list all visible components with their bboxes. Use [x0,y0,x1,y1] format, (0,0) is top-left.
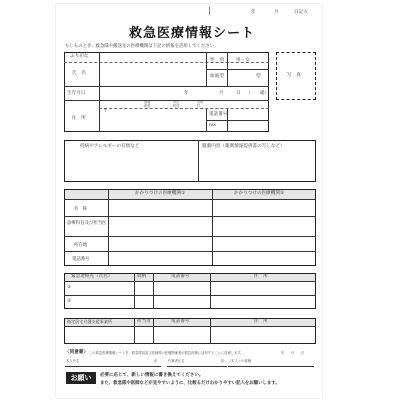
care-h-address: 住 所 [254,319,268,324]
contacts-col-1 [134,273,135,309]
date-divider [209,7,210,15]
medical-divider [198,140,199,182]
care-col-3 [210,318,211,344]
proxy-label: 代筆者氏名 [168,359,185,363]
notice-line-1: 必要に応じて、新しい情報に書き換えてください。 [100,373,204,378]
care-h-phone: 電話番号 [171,319,190,324]
contacts-col-2 [153,273,154,309]
address-label: 住 所 [72,116,86,121]
blood-label: 血液型 [210,74,224,79]
name-row-line [64,86,269,87]
consent-text: この救急医療情報シートを、救急隊員及び医師等の医療関係者が救急医療に活用することに同意します。 [89,351,244,355]
birth-row-line [64,100,269,101]
clinic-row-line-3 [64,251,316,252]
intro-text: もしものとき、救急隊や搬送先の医療機関は下記の情報を活用してください。 [65,44,219,49]
clinic-header-line [64,199,316,200]
care-header-line [64,326,316,327]
fax-label: FAX [209,122,217,127]
clinic-col-line [212,189,213,266]
proxy-line[interactable] [167,366,227,367]
birth-month: 月 [219,91,224,96]
addr-city-a: 市区 [173,100,180,104]
date-month-label: 月 [274,10,279,15]
clinic-col1: かかりつけの医療機関① [135,191,186,196]
page-title: 救急医療情報シート [129,26,256,41]
care-h-person: 担当者 [137,319,151,324]
addr-town-a: 区町 [197,100,204,104]
furigana-label: ふりがな [70,54,89,59]
contacts-h-name: 緊急連絡先（氏名） [71,274,113,279]
signer-line[interactable] [65,366,161,367]
age-field: （ 歳） [246,91,269,96]
contacts-h-relation: 続柄 [137,274,147,279]
date-year-label: 年 [251,10,256,15]
notice-line-2: また、救急隊や医師などが見やすいように、比較るだけわかりやすい記入をお願いします。 [100,381,280,386]
seal-2: ㊞ [221,359,225,363]
care-col-2 [153,318,154,344]
birth-year: 年 [184,91,189,96]
addr-pref-b: 府県 [144,104,151,108]
info-sheet [56,4,322,398]
seal-1: ㊞ [154,359,158,363]
illness-label: 持病やアレルギーの有無など [80,144,140,149]
clinic-col2: かかりつけの医療機関② [234,191,285,196]
contacts-row-1-mark: ① [67,285,72,290]
clinic-label-line [108,189,109,266]
notice-banner: お願い [66,372,96,384]
contacts-row-line [64,295,316,296]
postal-line [99,108,269,109]
gender-label: 性 別 [210,58,224,63]
name-label: 氏 名 [72,71,86,76]
contacts-col-3 [210,273,211,309]
label-column-line [99,52,100,132]
care-col-1 [134,318,135,344]
addr-city-b: 町村 [173,104,180,108]
birth-day: 日 [236,91,241,96]
date-day-label: 日記入 [294,10,308,15]
clinic-row-line-1 [64,216,316,217]
clinic-row-dept: 診療科目及び担当医 [67,221,107,226]
blood-unit: 型 [256,74,261,79]
contacts-h-address: 住 所 [254,274,268,279]
contacts-row-2-mark: ② [67,299,72,304]
signer-label: 本人氏名 [66,359,80,363]
clinic-row-line-2 [64,236,316,237]
addr-town-b: 村 [197,104,201,108]
care-h-office: 指定居宅介護支援事業所 [67,319,113,324]
consent-date: 年 月 日 [281,351,305,355]
contacts-h-phone: 電話番号 [171,274,190,279]
clinic-row-name: 名 称 [74,207,88,212]
photo-label: 写 真 [287,73,301,78]
consent-label: 〈同意書〉 [65,350,88,355]
relation-line[interactable] [228,366,314,367]
clinic-row-phone: 電話番号 [72,257,90,262]
fax-line [206,120,269,121]
phone-label: 電話番号 [209,112,228,117]
birth-label: 生年月日 [67,91,86,96]
clinic-table [64,189,316,266]
clinic-row-address: 所在地 [74,243,88,248]
relation-label: （本人との続柄 [228,359,252,363]
addr-pref-a: 都道 [144,100,151,104]
postal-mark: 〒 [103,109,108,114]
contacts-header-line [64,281,316,282]
meds-label: 服薬内容（薬剤情報提供書の写しなど） [202,144,285,149]
blood-row-line [206,69,269,70]
gender-options[interactable]: 男・女 [236,58,250,63]
